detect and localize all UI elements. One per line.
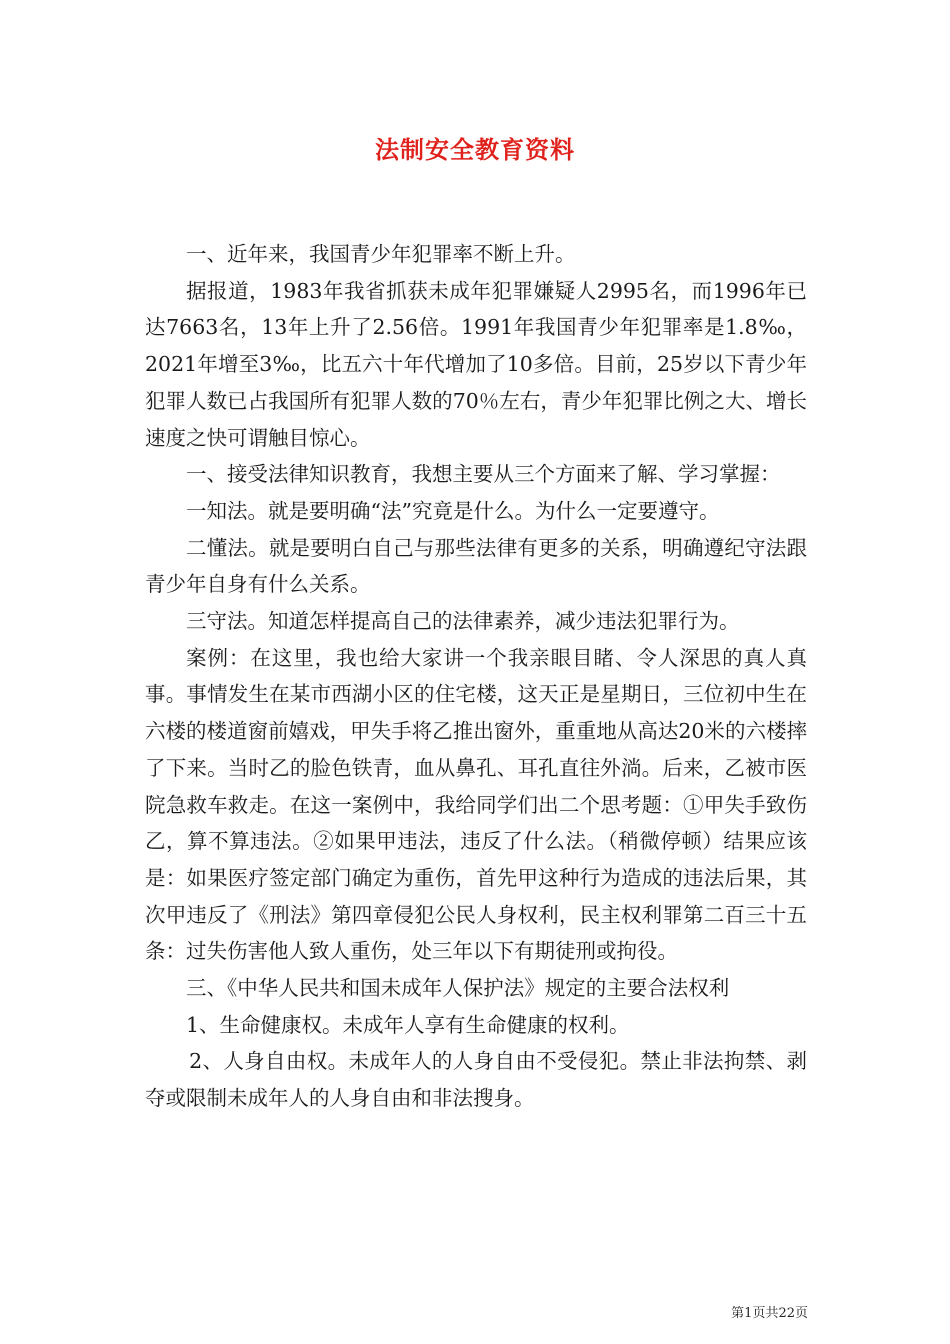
paragraph-right-personal-freedom: 2、人身自由权。未成年人的人身自由不受侵犯。禁止非法拘禁、剥夺或限制未成年人的人身自由和非法搜身。	[145, 1049, 807, 1111]
paragraph-right-life-health: 1、生命健康权。未成年人享有生命健康的权利。	[186, 1012, 630, 1037]
paragraph-obey-law: 三守法。知道怎样提高自己的法律素养，减少违法犯罪行为。	[186, 609, 740, 634]
paragraph-understand-law: 二懂法。就是要明白自己与那些法律有更多的关系，明确遵纪守法跟青少年自身有什么关系。	[145, 535, 807, 597]
document-title: 法制安全教育资料	[375, 135, 575, 164]
paragraph-section-1-heading: 一、近年来，我国青少年犯罪率不断上升。	[186, 242, 576, 266]
paragraph-case-study: 案例：在这里，我也给大家讲一个我亲眼目睹、令人深思的真人真事。事情发生在某市西湖小区的住宅楼，这天正是星期日，三位初中生在六楼的楼道窗前嬉戏，甲失手将乙推出窗外，重重地从高达20米的六楼摔了下来。当时乙的脸色铁青，血从鼻孔、耳孔直往外淌。后来，乙被市医院急救车救走。在这一案例中，我给同学们出二个思考题：①甲失手致伤乙，算不算违法。②如果甲违法，违反了什么法。（稍微停顿）结果应该是：如果医疗签定部门确定为重伤，首先甲这种行为造成的违法后果，其次甲违反了《刑法》第四章侵犯公民人身权利，民主权利罪第二百三十五条：过失伤害他人致人重伤，处三年以下有期徒刑或拘役。	[145, 645, 807, 964]
paragraph-section-2-heading: 一、接受法律知识教育，我想主要从三个方面来了解、学习掌握：	[186, 462, 781, 487]
paragraph-section-3-heading: 三、《中华人民共和国未成年人保护法》规定的主要合法权利	[186, 976, 730, 1001]
paragraph-statistics: 据报道，1983年我省抓获未成年犯罪嫌疑人2995名，而1996年已达7663名，13年上升了2.56倍。1991年我国青少年犯罪率是1.8‰，2021年增至3‰，比五六十年代增加了10多倍。目前，25岁以下青少年犯罪人数已占我国所有犯罪人数的70％左右，青少年犯罪比例之大、增长速度之快可谓触目惊心。	[145, 278, 807, 450]
paragraph-know-law: 一知法。就是要明确“法”究竟是什么。为什么一定要遵守。	[186, 498, 720, 523]
page-number-footer: 第1页共22页	[731, 1306, 808, 1321]
document-body	[145, 236, 807, 1117]
